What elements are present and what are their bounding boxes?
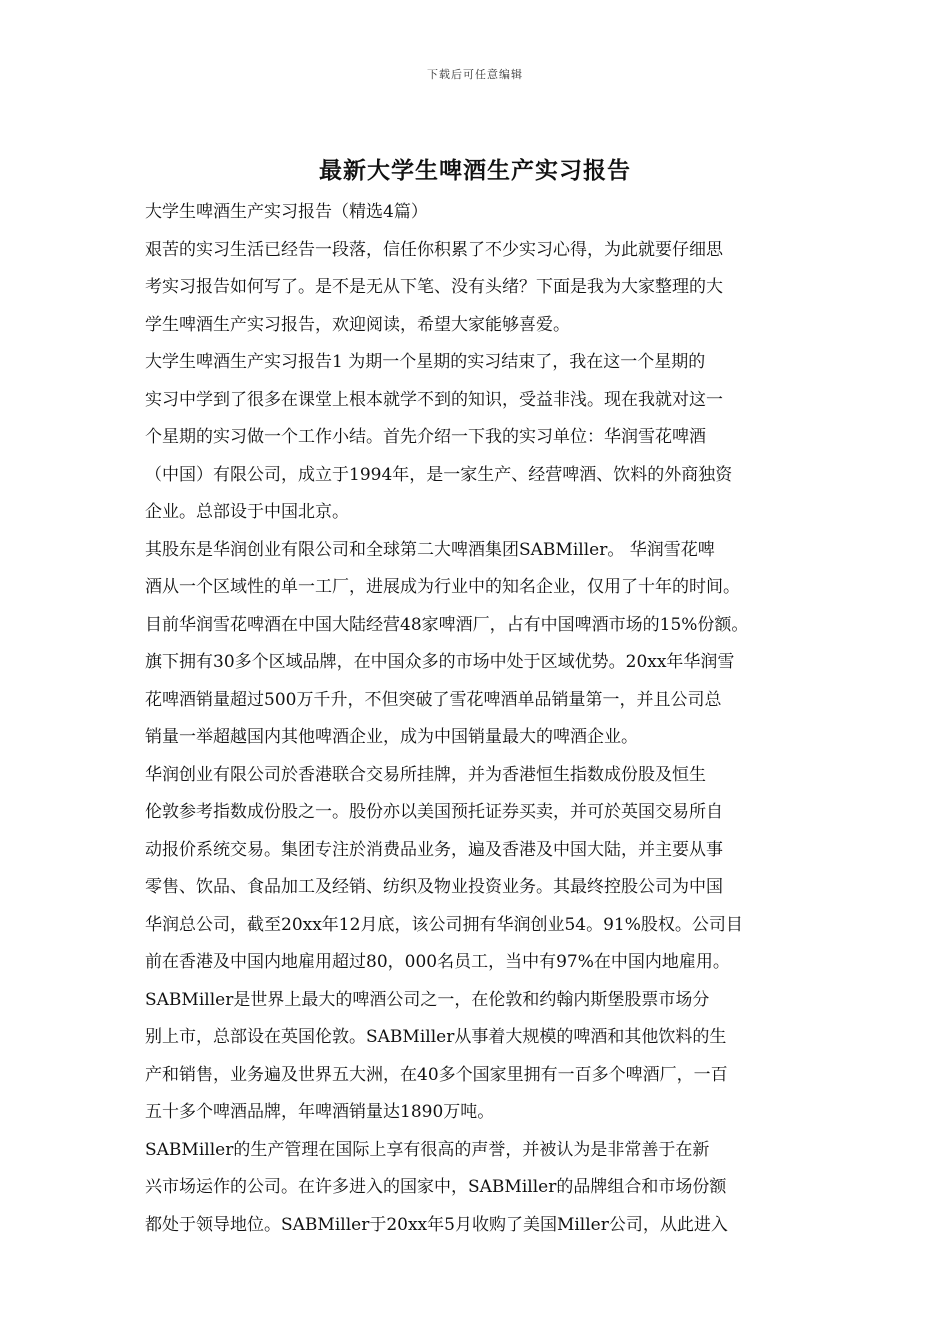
text-line: 旗下拥有30多个区域品牌，在中国众多的市场中处于区域优势。20xx年华润雪 — [145, 652, 735, 672]
text-line: 目前华润雪花啤酒在中国大陆经营48家啤酒厂，占有中国啤酒市场的15%份额。 — [145, 614, 749, 635]
text-line: 五十多个啤酒品牌，年啤酒销量达1890万吨。 — [145, 1102, 495, 1122]
header-note: 下载后可任意编辑 — [427, 68, 523, 81]
text-line: 学生啤酒生产实习报告，欢迎阅读，希望大家能够喜爱。 — [145, 314, 570, 335]
text-line: 华润创业有限公司於香港联合交易所挂牌，并为香港恒生指数成份股及恒生 — [145, 764, 706, 785]
text-line: 都处于领导地位。SABMiller于20xx年5月收购了美国Miller公司，从此进入 — [145, 1214, 728, 1235]
text-line: 考实习报告如何写了。是不是无从下笔、没有头绪？下面是我为大家整理的大 — [145, 277, 723, 297]
text-line: 华润总公司，截至20xx年12月底，该公司拥有华润创业54。91%股权。公司目 — [145, 914, 743, 935]
text-line: 兴市场运作的公司。在许多进入的国家中，SABMiller的品牌组合和市场份额 — [145, 1177, 727, 1197]
document-body — [145, 194, 810, 1244]
text-line: 销量一举超越国内其他啤酒企业，成为中国销量最大的啤酒企业。 — [145, 727, 638, 747]
text-line: 前在香港及中国内地雇用超过80，000名员工，当中有97%在中国内地雇用。 — [145, 952, 730, 972]
text-line: 酒从一个区域性的单一工厂，进展成为行业中的知名企业，仅用了十年的时间。 — [145, 577, 740, 597]
text-line: 花啤酒销量超过500万千升，不但突破了雪花啤酒单品销量第一，并且公司总 — [145, 689, 722, 710]
text-line: 动报价系统交易。集团专注於消费品业务，遍及香港及中国大陆，并主要从事 — [145, 839, 723, 860]
text-line: 艰苦的实习生活已经告一段落，信任你积累了不少实习心得，为此就要仔细思 — [145, 239, 723, 260]
document-title: 最新大学生啤酒生产实习报告 — [319, 157, 631, 184]
text-line: 实习中学到了很多在课堂上根本就学不到的知识，受益非浅。现在我就对这一 — [145, 389, 723, 410]
text-line: 其股东是华润创业有限公司和全球第二大啤酒集团SABMiller。 华润雪花啤 — [145, 539, 715, 560]
text-line: 大学生啤酒生产实习报告（精选4篇） — [145, 202, 428, 222]
text-line: （中国）有限公司，成立于1994年，是一家生产、经营啤酒、饮料的外商独资 — [145, 464, 733, 485]
text-line: 伦敦参考指数成份股之一。股份亦以美国预托证券买卖，并可於英国交易所自 — [145, 802, 723, 822]
text-line: SABMiller是世界上最大的啤酒公司之一，在伦敦和约翰内斯堡股票市场分 — [145, 989, 710, 1010]
text-line: 企业。总部设于中国北京。 — [145, 502, 349, 522]
text-line: 别上市，总部设在英国伦敦。SABMiller从事着大规模的啤酒和其他饮料的生 — [145, 1027, 727, 1047]
text-line: SABMiller的生产管理在国际上享有很高的声誉，并被认为是非常善于在新 — [145, 1139, 710, 1160]
text-line: 零售、饮品、食品加工及经销、纺织及物业投资业务。其最终控股公司为中国 — [145, 877, 723, 897]
text-line: 个星期的实习做一个工作小结。首先介绍一下我的实习单位：华润雪花啤酒 — [145, 427, 706, 447]
text-line: 产和销售，业务遍及世界五大洲，在40多个国家里拥有一百多个啤酒厂，一百 — [145, 1064, 728, 1085]
text-line: 大学生啤酒生产实习报告1 为期一个星期的实习结束了，我在这一个星期的 — [145, 352, 706, 372]
